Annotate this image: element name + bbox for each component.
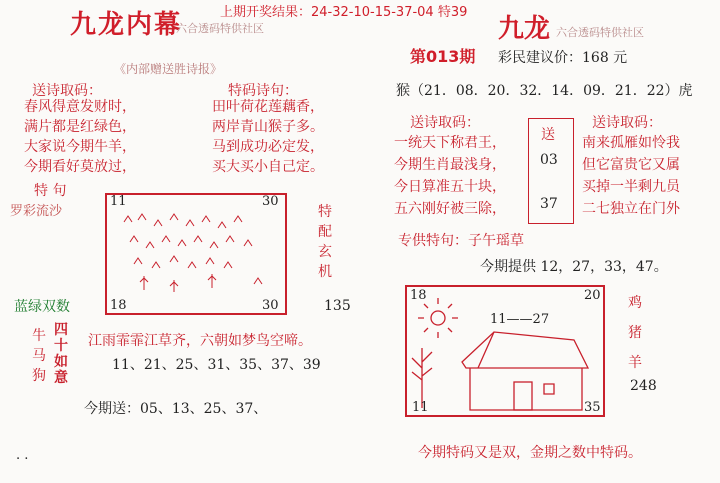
right-bottom-line: 今期特码又是双，金期之数中特码。 [418,445,642,461]
right-box-corner-tr: 20 [584,288,601,303]
left-title-sub: 六合透码特供社区 [176,22,264,35]
zodiac-numbers-line: 猴（21．08．20．32．14．09．21．22）虎 [396,83,693,99]
provide-numbers-line: 今期提供 12，27，33，47。 [480,259,668,275]
poem-line: 田叶荷花莲藕香， [212,99,324,115]
left-side-vertical [318,202,332,282]
right-poem-right [582,132,680,220]
animal-char: 狗 [32,368,46,384]
issue-period: 第013期 [410,47,476,66]
phrase-char: 十 [54,338,68,354]
right-side-number: 248 [630,378,657,394]
last-draw-result: 上期开奖结果：24-32-10-15-37-04 特39 [220,5,468,20]
right-title: 九龙 [498,14,551,44]
poem-line: 一统天下称君王， [394,135,506,151]
poem-line: 但它富贵它又属 [582,157,680,173]
poem-line: 两岸青山猴子多。 [212,119,324,135]
left-verse-line: 江雨霏霏江草齐，六朝如梦鸟空啼。 [88,333,312,349]
poem-line: 买掉一半剩九员 [582,179,680,195]
left-poem2 [212,97,324,177]
left-teju-text: 罗彩流沙 [10,204,63,219]
send-box-number: 37 [540,196,558,212]
right-poem-left [394,132,506,220]
right-box-corner-bl: 11 [412,400,429,415]
side-char: 羊 [628,355,642,371]
left-box-corner-tl: 11 [110,194,127,209]
left-color-label: 蓝绿双数 [14,299,70,315]
poem-line: 满片都是红绿色， [24,119,136,135]
corner-dots: . . [16,448,29,463]
left-poem1-title: 送诗取码： [32,83,102,99]
left-numbers-line: 11、21、25、31、35、37、39 [112,357,321,373]
poem-line: 二七独立在门外 [582,201,680,217]
left-box-corner-tr: 30 [262,194,279,209]
poem-line: 大家说今期牛羊， [24,139,136,155]
left-send-line: 今期送：05、13、25、37、 [84,401,268,417]
send-box-number: 03 [540,152,558,168]
right-side-vertical [628,288,642,378]
side-char: 机 [318,264,332,280]
poem-line: 马到成功必定发， [212,139,324,155]
left-animals [32,326,46,386]
send-box-label: 送 [541,127,555,143]
right-poem-left-title: 送诗取码： [410,115,480,131]
phrase-char: 意 [54,370,68,386]
left-teju-label: 特 句 [34,183,67,199]
right-box-corner-tl: 18 [410,288,427,303]
poem-line: 今日算准五十块， [394,179,506,195]
left-box-corner-bl: 18 [110,298,127,313]
phrase-char: 四 [54,322,68,338]
side-char: 猪 [628,325,642,341]
right-hand-drawn-box [404,284,608,420]
poem-line: 今期看好莫放过， [24,159,136,175]
side-char: 特 [318,204,332,220]
poem-line: 春风得意发财时， [24,99,136,115]
left-box-corner-br: 30 [262,298,279,313]
left-title: 九龙内幕 [70,10,183,40]
left-poem1 [24,97,136,177]
left-banner: 《内部赠送胜诗报》 [114,62,223,76]
poem-line: 买大买小自己定。 [212,159,324,175]
side-char: 玄 [318,244,332,260]
left-poem2-title: 特码诗句： [228,83,298,99]
poem-line: 今期生肖最浅身， [394,157,506,173]
right-box-center-text: 11——27 [490,312,550,327]
right-poem-right-title: 送诗取码： [592,115,662,131]
left-color-number: 135 [324,298,351,314]
left-phrase-vertical [54,322,68,386]
side-char: 鸡 [628,295,642,311]
right-box-corner-br: 35 [584,400,601,415]
side-char: 配 [318,224,332,240]
poem-line: 五六刚好被三除， [394,201,506,217]
animal-char: 牛 [32,328,46,344]
suggested-price: 彩民建议价：168 元 [498,50,628,66]
poem-line: 南来孤雁如怜我 [582,135,680,151]
phrase-char: 如 [54,354,68,370]
animal-char: 马 [32,348,46,364]
special-verse: 专供特句：子午瑶草 [398,233,524,249]
right-title-sub: 六合透码特供社区 [556,26,644,39]
